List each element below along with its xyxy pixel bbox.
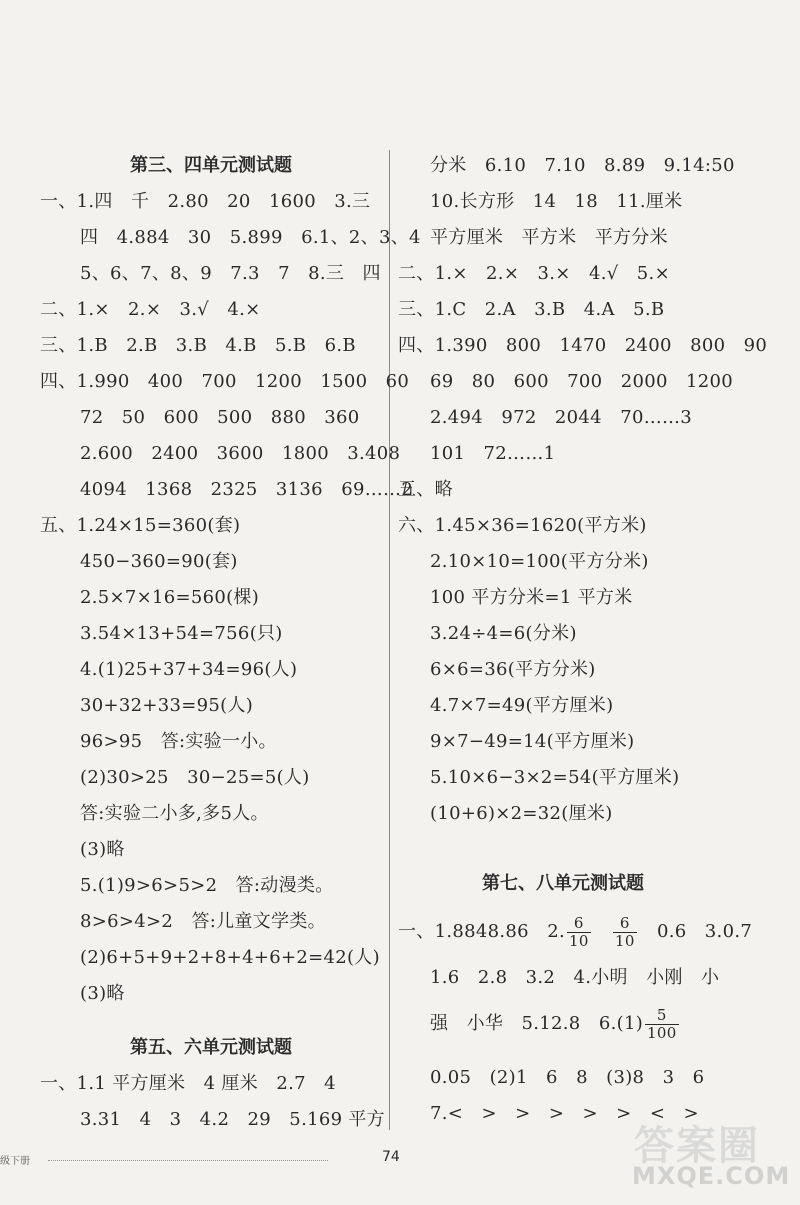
- answer-line: 0.05 (2)1 6 8 (3)8 3 6: [430, 1067, 705, 1088]
- answer-line: (3)略: [80, 983, 125, 1004]
- answer-line: 5.10×6−3×2=54(平方厘米): [430, 767, 680, 788]
- fraction: [613, 915, 637, 950]
- answer-line: (10+6)×2=32(厘米): [430, 803, 613, 824]
- answer-line: 一、1.1 平方厘米 4 厘米 2.7 4: [40, 1073, 336, 1094]
- answer-line: 3.54×13+54=756(只): [80, 623, 283, 644]
- answer-line: 五、略: [398, 479, 453, 500]
- answer-line: 2.494 972 2044 70……3: [430, 407, 693, 428]
- answer-line: 三、1.B 2.B 3.B 4.B 5.B 6.B: [40, 335, 356, 356]
- answer-line: 7.< > > > > > < >: [430, 1103, 699, 1124]
- footer-dotted-rule: [48, 1160, 328, 1161]
- answer-line: 100 平方分米=1 平方米: [430, 587, 633, 608]
- fraction-numerator: 6: [613, 915, 637, 933]
- section-title-units-5-6: 第五、六单元测试题: [130, 1037, 292, 1058]
- section-title-units-7-8: 第七、八单元测试题: [482, 873, 644, 894]
- fraction: [567, 915, 591, 950]
- answer-line: 1.6 2.8 3.2 4.小明 小刚 小: [430, 967, 720, 988]
- answer-line: 9×7−49=14(平方厘米): [430, 731, 635, 752]
- answer-line: 30+32+33=95(人): [80, 695, 254, 716]
- answer-line: 五、1.24×15=360(套): [40, 515, 241, 536]
- answer-line: 分米 6.10 7.10 8.89 9.14:50: [430, 155, 735, 176]
- answer-line-with-fraction: [430, 1004, 681, 1044]
- footer-grade-label: 级下册: [0, 1156, 30, 1167]
- answer-line: 四、1.390 800 1470 2400 800 90: [398, 335, 768, 356]
- answer-line: 2.10×10=100(平方分米): [430, 551, 649, 572]
- answer-text: 0.6 3.0.7: [656, 921, 753, 942]
- answer-line: 答:实验二小多,多5人。: [80, 803, 269, 824]
- answer-line: 69 80 600 700 2000 1200: [430, 371, 734, 392]
- column-divider: [389, 150, 390, 1130]
- fraction-denominator: 100: [647, 1023, 677, 1042]
- answer-line: (2)30>25 30−25=5(人): [80, 767, 310, 788]
- page-number: 74: [382, 1149, 400, 1165]
- answer-line: 96>95 答:实验一小。: [80, 731, 277, 752]
- answer-line: 二、1.× 2.× 3.× 4.√ 5.×: [398, 263, 670, 284]
- answer-text: 一、1.8848.86 2.: [398, 921, 565, 942]
- answer-line: 4094 1368 2325 3136 69……2: [80, 479, 414, 500]
- answer-line: 5、6、7、8、9 7.3 7 8.三 四: [80, 263, 381, 284]
- answer-line: 4.7×7=49(平方厘米): [430, 695, 614, 716]
- watermark-url: MXQE.COM: [632, 1162, 791, 1190]
- answer-line: 8>6>4>2 答:儿童文学类。: [80, 911, 326, 932]
- answer-line: 3.31 4 3 4.2 29 5.169 平方: [80, 1109, 385, 1130]
- fraction: [645, 1007, 679, 1042]
- answer-line: 72 50 600 500 880 360: [80, 407, 360, 428]
- answer-line: (2)6+5+9+2+8+4+6+2=42(人): [80, 947, 380, 968]
- answer-line: 4.(1)25+37+34=96(人): [80, 659, 298, 680]
- section-title-units-3-4: 第三、四单元测试题: [130, 155, 292, 176]
- watermark-logo: [620, 1106, 796, 1200]
- answer-line: (3)略: [80, 839, 125, 860]
- answer-line: 六、1.45×36=1620(平方米): [398, 515, 647, 536]
- answer-line: 3.24÷4=6(分米): [430, 623, 577, 644]
- answer-line: 2.600 2400 3600 1800 3.408: [80, 443, 401, 464]
- watermark-text: 答案圈: [634, 1123, 760, 1169]
- fraction-denominator: 10: [568, 931, 589, 950]
- answer-line: 平方厘米 平方米 平方分米: [430, 227, 668, 248]
- fraction-numerator: 5: [645, 1007, 679, 1025]
- answer-line: 三、1.C 2.A 3.B 4.A 5.B: [398, 299, 665, 320]
- answer-line-with-fractions: [398, 912, 752, 952]
- answer-line: 450−360=90(套): [80, 551, 238, 572]
- answer-line: 6×6=36(平方分米): [430, 659, 596, 680]
- answer-line: 二、1.× 2.× 3.√ 4.×: [40, 299, 261, 320]
- answer-line: 四、1.990 400 700 1200 1500 60: [40, 371, 410, 392]
- answer-line: 5.(1)9>6>5>2 答:动漫类。: [80, 875, 334, 896]
- answer-line: 一、1.四 千 2.80 20 1600 3.三: [40, 191, 371, 212]
- fraction-numerator: 6: [567, 915, 591, 933]
- answer-text: 强 小华 5.12.8 6.(1): [430, 1013, 644, 1034]
- answer-line: 四 4.884 30 5.899 6.1、2、3、4: [80, 227, 421, 248]
- answer-line: 101 72……1: [430, 443, 556, 464]
- answer-line: 2.5×7×16=560(棵): [80, 587, 260, 608]
- answer-line: 10.长方形 14 18 11.厘米: [430, 191, 683, 212]
- fraction-denominator: 10: [614, 931, 635, 950]
